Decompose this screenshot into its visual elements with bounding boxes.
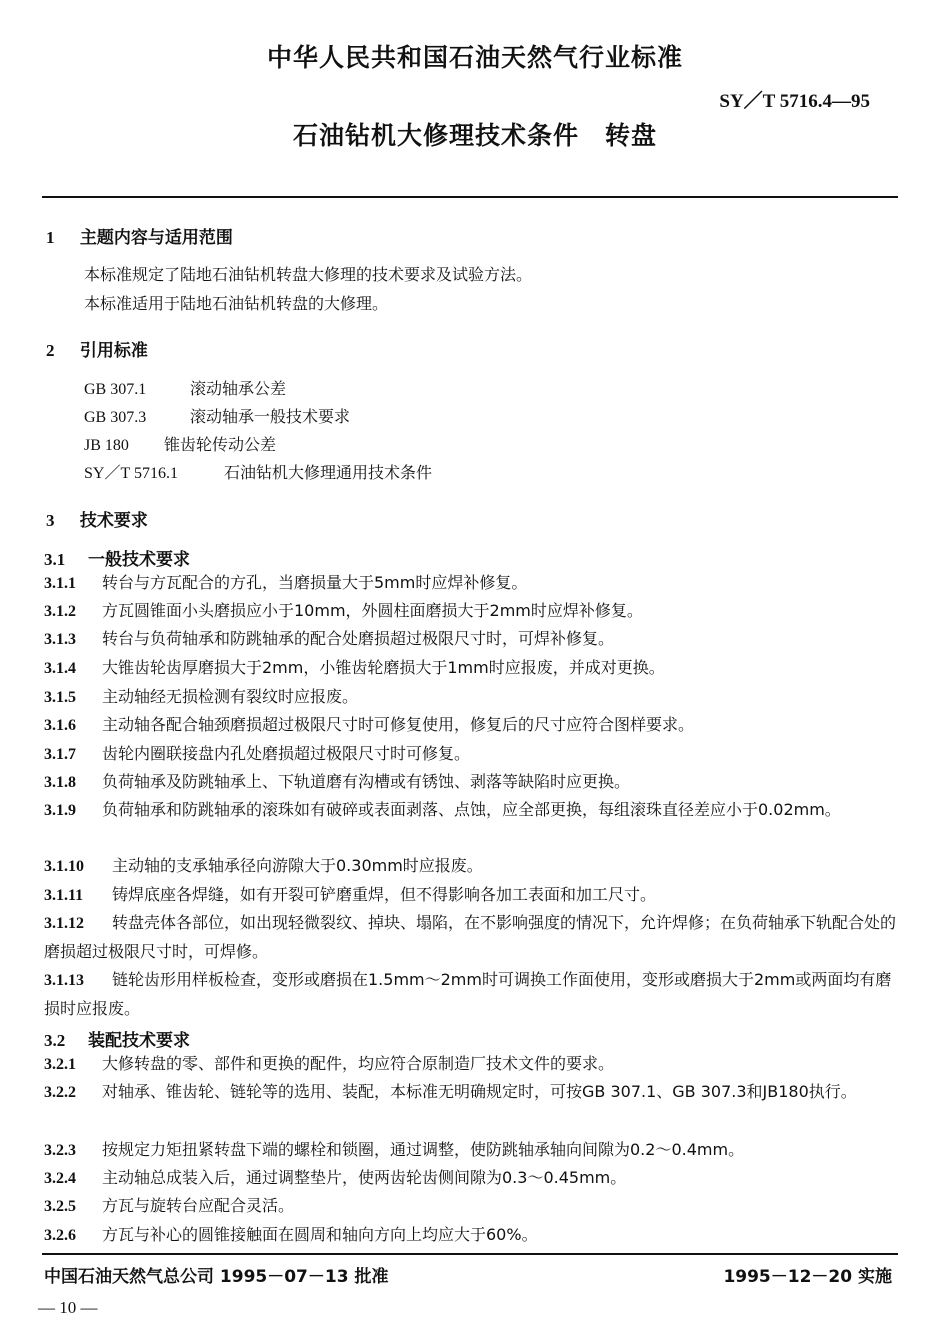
reference-item [84,460,432,483]
reference-code: JB 180 [84,437,129,454]
approval-line: 中国石油天然气总公司 1995－07－13 批准 [44,1267,389,1287]
clause-item [44,852,896,881]
section-1-heading [46,223,233,248]
clause-number: 3.2.6 [44,1227,76,1244]
subsection-number: 3.1 [44,550,66,569]
clause-number: 3.1.3 [44,631,76,648]
section-title: 技术要求 [79,511,148,531]
reference-title: 滚动轴承一般技术要求 [190,407,351,426]
clause-text: 主动轴总成装入后，通过调整垫片，使两齿轮齿侧间隙为0.3～0.45mm。 [102,1168,627,1187]
clause-text: 方瓦圆锥面小头磨损应小于10mm，外圆柱面磨损大于2mm时应焊补修复。 [102,601,643,620]
reference-code: GB 307.1 [84,381,147,398]
clause-item [44,966,896,1023]
clause-text: 负荷轴承及防跳轴承上、下轨道磨有沟槽或有锈蚀、剥落等缺陷时应更换。 [102,772,631,791]
header-divider [42,196,898,198]
clause-text: 大修转盘的零、部件和更换的配件，均应符合原制造厂技术文件的要求。 [102,1054,615,1073]
subsection-title: 一般技术要求 [88,550,190,570]
reference-item [84,404,350,427]
clause-number: 3.1.10 [44,858,84,875]
section-title: 引用标准 [79,341,148,361]
clause-number: 3.1.6 [44,717,76,734]
subsection-number: 3.2 [44,1031,66,1050]
clause-text: 负荷轴承和防跳轴承的滚珠如有破碎或表面剥落、点蚀，应全部更换，每组滚珠直径差应小于0.02mm。 [102,800,841,819]
clause-item [44,1078,896,1107]
clause-item [44,1136,896,1165]
clause-item [44,654,896,683]
clause-text: 转台与负荷轴承和防跳轴承的配合处磨损超过极限尺寸时，可焊补修复。 [102,629,615,648]
section-number: 2 [46,341,55,360]
reference-code: SY／T 5716.1 [84,465,178,482]
clause-number: 3.2.5 [44,1198,76,1215]
clause-item [44,1050,896,1079]
clause-number: 3.1.5 [44,689,76,706]
subsection-3-2-heading [44,1026,190,1051]
clause-text: 方瓦与补心的圆锥接触面在圆周和轴向方向上均应大于60%。 [102,1225,538,1244]
section-number: 1 [46,228,55,247]
clause-text: 主动轴的支承轴承径向游隙大于0.30mm时应报废。 [112,856,483,875]
clause-number: 3.1.8 [44,774,76,791]
subsection-title: 装配技术要求 [88,1031,190,1051]
clause-number: 3.1.12 [44,915,84,932]
subsection-3-1-heading [44,545,190,570]
clause-text: 对轴承、锥齿轮、链轮等的选用、装配，本标准无明确规定时，可按GB 307.1、GB 307.3和JB180执行。 [102,1082,857,1101]
clause-text: 转盘壳体各部位，如出现轻微裂纹、掉块、塌陷，在不影响强度的情况下，允许焊修；在负荷轴承下轨配合处的磨损超过极限尺寸时，可焊修。 [44,913,897,961]
clause-number: 3.1.4 [44,660,76,677]
effective-date: 1995－12－20 实施 [723,1267,892,1287]
standard-code: SY／T 5716.4—95 [719,91,870,112]
section-number: 3 [46,511,55,530]
clause-text: 链轮齿形用样板检查，变形或磨损在1.5mm～2mm时可调换工作面使用，变形或磨损大于2mm或两面均有磨损时应报废。 [44,970,892,1018]
paragraph: 本标准适用于陆地石油钻机转盘的大修理。 [84,294,389,313]
clause-item [44,740,896,769]
clause-number: 3.2.3 [44,1142,76,1159]
reference-title: 锥齿轮传动公差 [164,435,277,454]
page-number: — 10 — [38,1298,98,1317]
clause-text: 主动轴各配合轴颈磨损超过极限尺寸时可修复使用，修复后的尺寸应符合图样要求。 [102,715,695,734]
clause-text: 齿轮内圈联接盘内孔处磨损超过极限尺寸时可修复。 [102,744,471,763]
reference-title: 滚动轴承公差 [190,379,287,398]
document-title: 石油钻机大修理技术条件 转盘 [292,121,657,150]
clause-item [44,569,896,598]
clause-number: 3.1.9 [44,802,76,819]
clause-number: 3.1.2 [44,603,76,620]
clause-text: 大锥齿轮齿厚磨损大于2mm，小锥齿轮磨损大于1mm时应报废，并成对更换。 [102,658,665,677]
clause-item [44,881,896,910]
clause-number: 3.1.13 [44,972,84,989]
clause-item [44,683,896,712]
clause-text: 主动轴经无损检测有裂纹时应报废。 [102,687,359,706]
clause-item [44,597,896,626]
clause-number: 3.1.1 [44,575,76,592]
clause-number: 3.1.11 [44,887,84,904]
clause-number: 3.1.7 [44,746,76,763]
clause-number: 3.2.1 [44,1056,76,1073]
clause-number: 3.2.2 [44,1084,76,1101]
clause-text: 铸焊底座各焊缝，如有开裂可铲磨重焊，但不得影响各加工表面和加工尺寸。 [112,885,657,904]
clause-text: 转台与方瓦配合的方孔，当磨损量大于5mm时应焊补修复。 [102,573,528,592]
clause-text: 方瓦与旋转台应配合灵活。 [102,1196,295,1215]
reference-item [84,432,276,455]
paragraph: 本标准规定了陆地石油钻机转盘大修理的技术要求及试验方法。 [84,265,533,284]
clause-item [44,1221,896,1250]
clause-number: 3.2.4 [44,1170,76,1187]
clause-item [44,796,896,825]
reference-title: 石油钻机大修理通用技术条件 [224,463,433,482]
reference-code: GB 307.3 [84,409,147,426]
section-title: 主题内容与适用范围 [79,228,233,248]
clause-item [44,711,896,740]
clause-item [44,768,896,797]
clause-item [44,1192,896,1221]
standard-org-title: 中华人民共和国石油天然气行业标准 [266,43,683,72]
section-3-heading [46,506,148,531]
reference-item [84,376,286,399]
clause-text: 按规定力矩扭紧转盘下端的螺栓和锁圈，通过调整，使防跳轴承轴向间隙为0.2～0.4mm。 [102,1140,745,1159]
footer-divider [42,1253,898,1255]
section-2-heading [46,336,148,361]
clause-item [44,1164,896,1193]
clause-item [44,909,896,966]
clause-item [44,625,896,654]
